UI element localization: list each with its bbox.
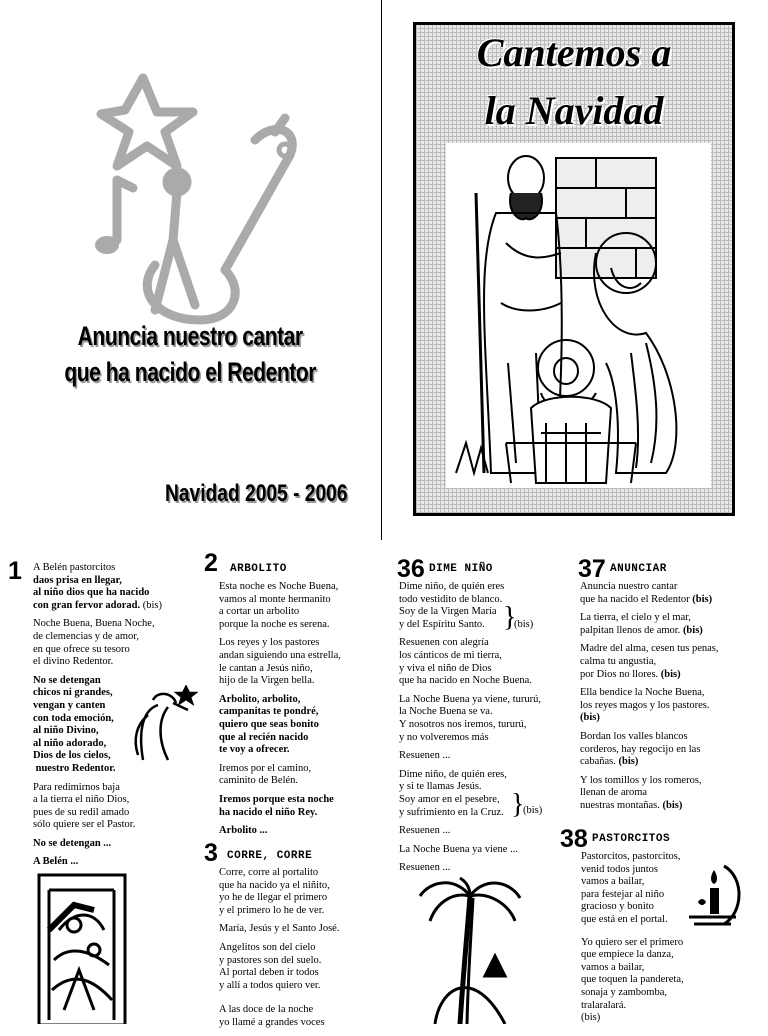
magi-illustration [128,685,198,765]
lyric-line: a cortar un arbolito [219,606,300,618]
lyric-line: yo llamé a grandes voces [219,1016,325,1028]
lyric-line: Iremos porque esta noche [219,793,334,805]
lyric-line: y del Espíritu Santo. [399,618,485,630]
song-38-lyrics [581,851,684,1031]
lyric-line: y viva el niño de Dios [399,662,492,674]
lyric-line: corderos, hay regocijo en las [580,743,701,755]
lyric-line: ha nacido el niño Rey. [219,806,318,818]
lyric-line: en que ofrece su tesoro [33,643,130,655]
bis-note: (bis) [523,805,543,816]
lyric-line: que al recién nacido [219,731,309,743]
lyric-line: A las doce de la noche [219,1004,314,1016]
bis-note: (bis) [662,799,683,811]
lyric-line: Yo quiero ser el primero [581,936,684,948]
lyric-line: La Noche Buena ya viene, tururú, [399,693,541,705]
bis-note: (bis) [142,599,163,611]
lyric-line: Los reyes y los pastores [219,637,320,649]
lyric-line: los cánticos de mi tierra, [399,649,502,661]
bis-note: (bis) [682,624,703,636]
lyric-line: La Noche Buena ya viene ... [399,843,518,855]
lyric-line: Bordan los valles blancos [580,730,688,742]
lyric-line: Ella bendice la Noche Buena, [580,687,705,699]
lyric-line: Al portal deben ir todos [219,967,319,979]
lyric-line: que está en el portal. [581,913,668,925]
lyric-line: y el primero lo he de ver. [219,904,325,916]
lyric-line: los reyes magos y los pastores. [580,699,710,711]
lyric-line: que ha nacido el Redentor [580,593,690,605]
lyric-line: cabañas. [580,756,616,768]
lyric-line: Soy amor en el pesebre, [399,793,500,805]
song-36-number: 36 [397,555,425,583]
motto-line-1: Anuncia nuestro cantar [77,321,303,351]
lyric-line: vamos al monte hermanito [219,593,331,605]
lyric-line: A Belén ... [33,856,79,868]
lyric-line: de clemencias y de amor, [33,630,139,642]
repeat-brace: } [511,789,525,820]
lyric-line: No se detengan ... [33,837,112,849]
song-3-lyrics [219,867,339,1036]
lyric-line: Corre, corre al portalito [219,867,319,878]
lyric-line: al niño Divino, [33,725,99,737]
lyric-line: Arbolito ... [219,825,268,837]
lyric-line: andan siguiendo una estrella, [219,649,341,661]
lyric-line: la Noche Buena se va. [399,706,493,718]
lyric-line: nuestras montañas. [580,799,660,811]
bis-note: (bis) [581,1012,601,1024]
lyric-line: el divino Redentor. [33,656,114,668]
lyric-line: A Belén pastorcitos [33,562,116,573]
bis-note: (bis) [660,668,681,680]
lyric-line: y pastores son del suelo. [219,954,322,966]
lyric-line: tralaralará. [581,999,627,1011]
lyric-line: Dime niño, de quién eres, [399,768,507,780]
song-38-number: 38 [560,825,588,853]
lyric-line: vamos a bailar, [581,876,645,888]
lyric-line: La tierra, el cielo y el mar, [580,612,691,624]
lyric-line: vamos a bailar, [581,961,645,973]
lyric-line: Madre del alma, cesen tus penas, [580,643,719,655]
cover-title-line-2: la Navidad [484,88,664,133]
song-1-number: 1 [8,557,22,585]
lyric-line: y no volveremos más [399,731,489,743]
lyric-line: que empiece la danza, [581,949,674,961]
lyric-line: Dime niño, de quién eres [399,581,505,592]
lyric-line: sólo quiere ser el Pastor. [33,819,136,831]
lyric-line: nuestro Redentor. [33,762,116,774]
lyric-line: chicos ni grandes, [33,687,113,699]
motto-line-2: que ha nacido el Redentor [64,357,316,387]
lyric-line: al niño adorado, [33,737,107,749]
lyric-line: gracioso y bonito [581,901,654,913]
lyric-line: Dios de los cielos, [33,750,111,762]
song-37-lyrics [580,581,719,819]
lyric-line: Para redimirnos baja [33,781,120,793]
lyric-line: todo vestidito de blanco. [399,593,503,605]
lyric-line: pues de su redil amado [33,806,130,818]
song-2-lyrics [219,581,341,844]
lyric-line: por Dios no llores. [580,668,659,680]
lyric-line: Arbolito, arbolito, [219,693,301,705]
repeat-brace: } [503,602,517,633]
bis-note: (bis) [580,712,600,724]
lyric-line: quiero que seas bonito [219,718,319,730]
lyric-line: María, Jesús y el Santo José. [219,923,340,935]
lyric-line: daos prisa en llegar, [33,574,122,586]
song-37-title: ANUNCIAR [610,563,667,575]
lyric-line: Iremos por el camino, [219,762,312,774]
lyric-line: venid todos juntos [581,863,659,875]
lyric-line: llenan de aroma [580,787,648,799]
lyric-line: y sufrimiento en la Cruz. [399,806,504,818]
lyric-line: hijo de la Virgen bella. [219,675,315,687]
lyric-line: que ha nacido ya el niñito, [219,879,330,891]
nativity-small-illustration [34,870,130,1024]
lyric-line: caminito de Belén. [219,775,299,787]
palm-tree-illustration [415,876,525,1024]
lyric-line: palpitan llenos de amor. [580,624,681,636]
cover-frame [413,22,735,516]
lyric-line: Y nosotros nos iremos, tururú, [399,718,527,730]
lyric-line: vengan y canten [33,699,106,711]
lyric-line: y allí a todos quiero ver. [219,979,321,991]
motto-text [40,318,340,390]
lyric-line: porque la noche es serena. [219,618,330,630]
lyric-line: con gran fervor adorad. [33,599,141,611]
page-divider [381,0,382,540]
bis-note: (bis) [618,756,639,768]
lyric-line: al niño dios que ha nacido [33,587,150,599]
lyric-line: sonaja y zambomba, [581,986,668,998]
song-2-number: 2 [204,549,218,577]
lyric-line: Resuenen ... [399,825,451,837]
lyric-line: Resuenen ... [399,750,451,762]
bis-note: (bis) [692,593,713,605]
cover-title-line-1: Cantemos a [476,30,672,75]
lyric-line: que ha nacido en Noche Buena. [399,675,532,687]
bis-note: (bis) [514,619,534,630]
song-3-number: 3 [204,839,218,867]
lyric-line: con toda emoción, [33,712,114,724]
lyric-line: a la tierra el niño Dios, [33,794,130,806]
lyric-line: campanitas te pondré, [219,706,319,718]
song-37-number: 37 [578,555,606,583]
lyric-line: Anuncia nuestro cantar [580,581,678,592]
lyric-line: Pastorcitos, pastorcitos, [581,851,681,862]
lyric-line: Resuenen ... [399,862,451,874]
song-36-title: DIME NIÑO [429,563,493,575]
lyric-line: Resuenen con alegría [399,637,489,649]
song-3-title: CORRE, CORRE [227,850,313,862]
music-logo-image [85,70,315,330]
lyric-line: calma tu angustia, [580,655,657,667]
lyric-line: yo he de llegar el primero [219,892,328,904]
song-2-title: ARBOLITO [230,563,287,575]
lyric-line: le cantan a Jesús niño, [219,662,313,674]
lyric-line: y si te llamas Jesús. [399,781,482,793]
lyric-line: Y los tomillos y los romeros, [580,774,702,786]
candle-illustration [686,862,744,932]
lyric-line: No se detengan [33,674,101,686]
nativity-illustration [446,143,711,488]
lyric-line: Angelitos son del cielo [219,941,316,953]
lyric-line: Noche Buena, Buena Noche, [33,618,155,630]
lyric-line: que toquen la pandereta, [581,974,684,986]
lyric-line: te voy a ofrecer. [219,744,290,756]
song-38-title: PASTORCITOS [592,833,671,845]
year-label: Navidad 2005 - 2006 [165,480,348,507]
lyric-line: para festejar al niño [581,888,665,900]
lyric-line: Esta noche es Noche Buena, [219,581,339,592]
lyric-line: Soy de la Virgen María [399,606,497,618]
